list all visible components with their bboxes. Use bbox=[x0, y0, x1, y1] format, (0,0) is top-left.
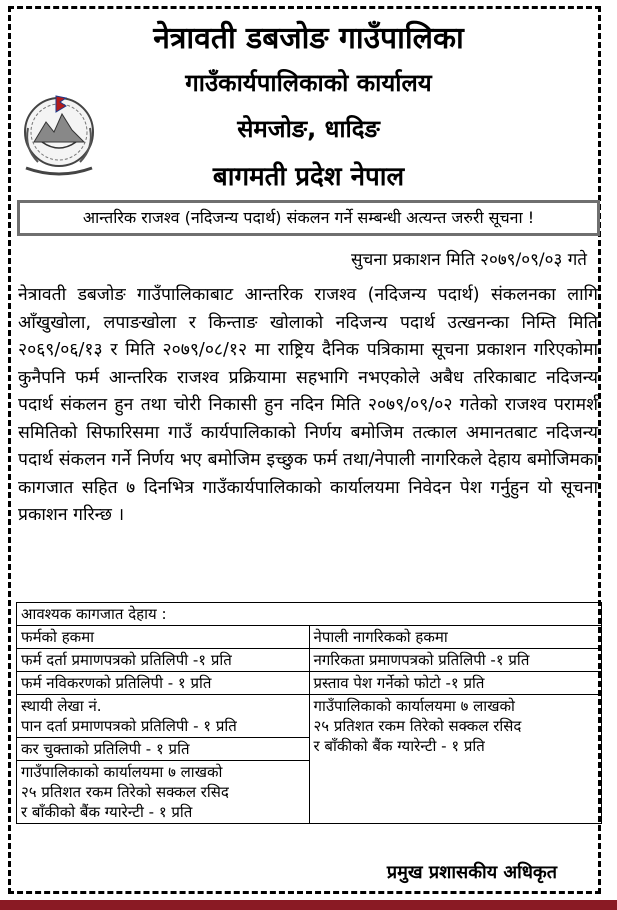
firm-item: फर्म दर्ता प्रमाणपत्रको प्रतिलिपी -१ प्रति bbox=[17, 649, 310, 672]
office-name: गाउँकार्यपालिकाको कार्यालय bbox=[185, 69, 432, 97]
citizen-item: नगरिकता प्रमाणपत्रको प्रतिलिपी -१ प्रति bbox=[309, 649, 602, 672]
citizen-item-line: २५ प्रतिशत रकम तिरेको सक्कल रसिद bbox=[313, 717, 522, 735]
province-name: बागमती प्रदेश नेपाल bbox=[212, 162, 405, 192]
citizen-item bbox=[309, 695, 602, 824]
publish-date: सुचना प्रकाशन मिति २०७९/०९/०३ गते bbox=[351, 250, 587, 270]
firm-item-line: र बाँकीको बैंक ग्यारेन्टी - १ प्रति bbox=[21, 803, 193, 821]
requirements-heading: आवश्यक कागजात देहाय : bbox=[17, 603, 602, 626]
firm-item: फर्म नविकरणको प्रतिलिपी - १ प्रति bbox=[17, 672, 310, 695]
citizen-item-line: गाउँपालिकाको कार्यालयमा ७ लाखको bbox=[313, 697, 515, 715]
firm-item: कर चुक्ताको प्रतिलिपी - १ प्रति bbox=[17, 738, 309, 761]
firm-heading: फर्मको हकमा bbox=[17, 626, 310, 649]
citizen-item: प्रस्ताव पेश गर्नेको फोटो -१ प्रति bbox=[309, 672, 602, 695]
citizen-item-line: र बाँकीको बैंक ग्यारेन्टी - १ प्रति bbox=[313, 737, 485, 755]
firm-documents-group bbox=[17, 695, 310, 824]
requirements-table bbox=[16, 602, 602, 824]
firm-item-line: २५ प्रतिशत रकम तिरेको सक्कल रसिद bbox=[21, 783, 229, 801]
firm-item-line: गाउँपालिकाको कार्यालयमा ७ लाखको bbox=[21, 763, 223, 781]
municipality-name: नेत्रावती डबजोङ गाउँपालिका bbox=[153, 21, 464, 56]
notice-title: आन्तरिक राजश्व (नदिजन्य पदार्थ) संकलन गर्ने सम्बन्धी अत्यन्त जरुरी सूचना ! bbox=[17, 200, 600, 236]
office-location: सेमजोङ, धादिङ bbox=[237, 115, 380, 143]
firm-item-line: पान दर्ता प्रमाणपत्रको प्रतिलिपी - १ प्रति bbox=[21, 717, 237, 735]
firm-item-line: स्थायी लेखा नं. bbox=[21, 697, 102, 715]
citizen-heading: नेपाली नागरिकको हकमा bbox=[309, 626, 602, 649]
notice-body: नेत्रावती डबजोङ गाउँपालिकाबाट आन्तरिक राजश्व (नदिजन्य पदार्थ) संकलनका लागि आँखुखोला, लपाङखोला र किन्ताङ खोलाको नदिजन्य पदार्थ उत्खनन्का निम्ति मिति २०६९/०६/१३ र मिति २०७९/०८/१२ मा राष्ट्रिय दैनिक पत्रिकामा सूचना प्रकाशन गरिएकोमा कुनैपनि फर्म आन्तरिक राजश्व प्रक्रियामा सहभागि नभएकोले अबैध तरिकाबाट नदिजन्य पदार्थ संकलन हुन तथा चोरी निकासी हुन नदिन मिति २०७९/०९/०२ गतेको राजश्व परामर्श समितिको सिफारिसमा गाउँ कार्यपालिकाको निर्णय बमोजिम तत्काल अमानतबाट नदिजन्य पदार्थ संकलन गर्ने निर्णय भए बमोजिम इच्छुक फर्म तथा/नेपाली नागरिकले देहाय बमोजिमका कागजात सहित ७ दिनभित्र गाउँकार्यपालिकाको कार्यालयमा निवेदन पेश गर्नुहुन यो सूचना प्रकाशन गरिन्छ । bbox=[18, 285, 598, 525]
signatory-title: प्रमुख प्रशासकीय अधिकृत bbox=[386, 862, 557, 883]
firm-item bbox=[17, 695, 309, 738]
bottom-bar bbox=[0, 900, 617, 910]
firm-item bbox=[17, 761, 309, 823]
